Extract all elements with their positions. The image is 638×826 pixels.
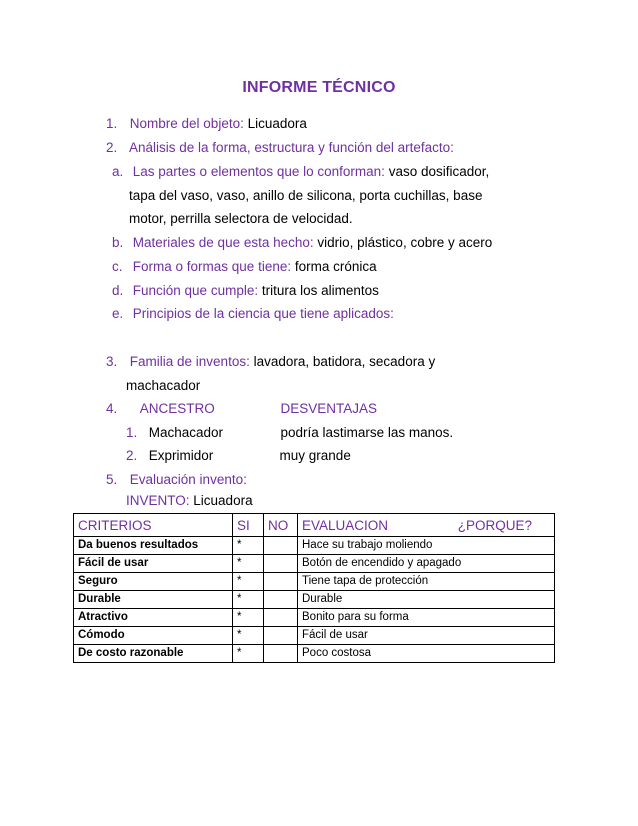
cell-si: *: [233, 591, 264, 609]
header-evaluacion: [298, 514, 555, 537]
item-label: Función que cumple:: [132, 283, 259, 298]
table-row: [74, 645, 555, 663]
table-row: [74, 609, 555, 627]
cell-evaluacion: Tiene tapa de protección: [298, 573, 555, 591]
desventajas-heading: DESVENTAJAS: [280, 401, 378, 416]
ancestro-name: Exprimidor: [148, 448, 214, 463]
item-label: Nombre del objeto:: [129, 116, 244, 131]
invento-value: Licuadora: [193, 493, 253, 508]
cell-si: *: [233, 609, 264, 627]
cell-no: [264, 645, 298, 663]
cell-no: [264, 555, 298, 573]
cell-si: *: [233, 537, 264, 555]
header-si: SI: [233, 514, 264, 537]
item-value: vidrio, plástico, cobre y acero: [317, 235, 493, 250]
item-number: 1.: [106, 116, 118, 131]
cell-si: *: [233, 573, 264, 591]
item-familia-cont: machacador: [126, 378, 201, 393]
item-label: Principios de la ciencia que tiene aplicados:: [132, 306, 394, 321]
item-nombre-objeto: [106, 115, 307, 133]
item-label: Materiales de que esta hecho:: [132, 235, 314, 250]
item-value: Licuadora: [247, 116, 307, 131]
item-familia: [106, 353, 435, 371]
cell-criterio: Cómodo: [74, 627, 233, 645]
cell-evaluacion: Bonito para su forma: [298, 609, 555, 627]
cell-no: [264, 591, 298, 609]
cell-evaluacion: Fácil de usar: [298, 627, 555, 645]
ancestro-row: [126, 447, 351, 465]
ancestro-name: Machacador: [148, 425, 224, 440]
item-letter: a.: [112, 164, 124, 179]
cell-no: [264, 573, 298, 591]
cell-evaluacion: Poco costosa: [298, 645, 555, 663]
cell-criterio: Fácil de usar: [74, 555, 233, 573]
cell-criterio: Atractivo: [74, 609, 233, 627]
table-row: [74, 573, 555, 591]
item-forma: [112, 258, 377, 276]
item-partes-cont-1: tapa del vaso, vaso, anillo de silicona, porta cuchillas, base: [129, 188, 483, 203]
cell-evaluacion: Hace su trabajo moliendo: [298, 537, 555, 555]
item-value: vaso dosificador,: [388, 164, 490, 179]
header-porque: ¿PORQUE?: [457, 517, 532, 533]
header-no: NO: [264, 514, 298, 537]
item-letter: d.: [112, 283, 124, 298]
cell-evaluacion: Durable: [298, 591, 555, 609]
cell-no: [264, 537, 298, 555]
item-label: Familia de inventos:: [129, 354, 250, 369]
item-evaluacion: [106, 471, 247, 489]
item-letter: e.: [112, 306, 124, 321]
ancestro-number: 1.: [126, 425, 138, 440]
item-funcion: [112, 282, 379, 300]
evaluation-table: [73, 513, 555, 663]
item-number: 4.: [106, 401, 118, 416]
item-label: Análisis de la forma, estructura y función del artefacto:: [129, 140, 454, 155]
item-number: 5.: [106, 472, 118, 487]
item-label: Las partes o elementos que lo conforman:: [132, 164, 385, 179]
item-partes: [112, 163, 489, 181]
item-number: 3.: [106, 354, 118, 369]
item-partes-cont-2: motor, perrilla selectora de velocidad.: [129, 211, 353, 226]
item-value: forma crónica: [294, 259, 377, 274]
ancestro-disadvantage: podría lastimarse las manos.: [280, 425, 454, 440]
table-row: [74, 627, 555, 645]
header-criterios: CRITERIOS: [74, 514, 233, 537]
cell-si: *: [233, 645, 264, 663]
cell-no: [264, 609, 298, 627]
ancestro-row: [126, 424, 453, 442]
ancestro-number: 2.: [126, 448, 138, 463]
invento-label: INVENTO:: [126, 493, 190, 508]
item-analisis: [106, 139, 454, 157]
cell-criterio: Durable: [74, 591, 233, 609]
item-materiales: [112, 234, 492, 252]
cell-criterio: Da buenos resultados: [74, 537, 233, 555]
header-evaluacion-label: EVALUACION: [302, 517, 389, 533]
page-title: INFORME TÉCNICO: [242, 79, 396, 96]
cell-criterio: Seguro: [74, 573, 233, 591]
cell-criterio: De costo razonable: [74, 645, 233, 663]
ancestro-disadvantage: muy grande: [279, 448, 351, 463]
item-value: lavadora, batidora, secadora y: [253, 354, 436, 369]
table-row: [74, 537, 555, 555]
item-letter: b.: [112, 235, 124, 250]
cell-no: [264, 627, 298, 645]
item-ancestros-header: [106, 400, 377, 418]
cell-evaluacion: Botón de encendido y apagado: [298, 555, 555, 573]
item-number: 2.: [106, 140, 118, 155]
item-value: tritura los alimentos: [261, 283, 379, 298]
item-label: Forma o formas que tiene:: [132, 259, 292, 274]
cell-si: *: [233, 627, 264, 645]
ancestro-heading: ANCESTRO: [139, 401, 215, 416]
table-row: [74, 555, 555, 573]
item-label: Evaluación invento:: [129, 472, 247, 487]
item-letter: c.: [112, 259, 123, 274]
cell-si: *: [233, 555, 264, 573]
item-principios: [112, 305, 394, 323]
table-header-row: [74, 514, 555, 537]
table-row: [74, 591, 555, 609]
invento-line: [126, 492, 253, 510]
